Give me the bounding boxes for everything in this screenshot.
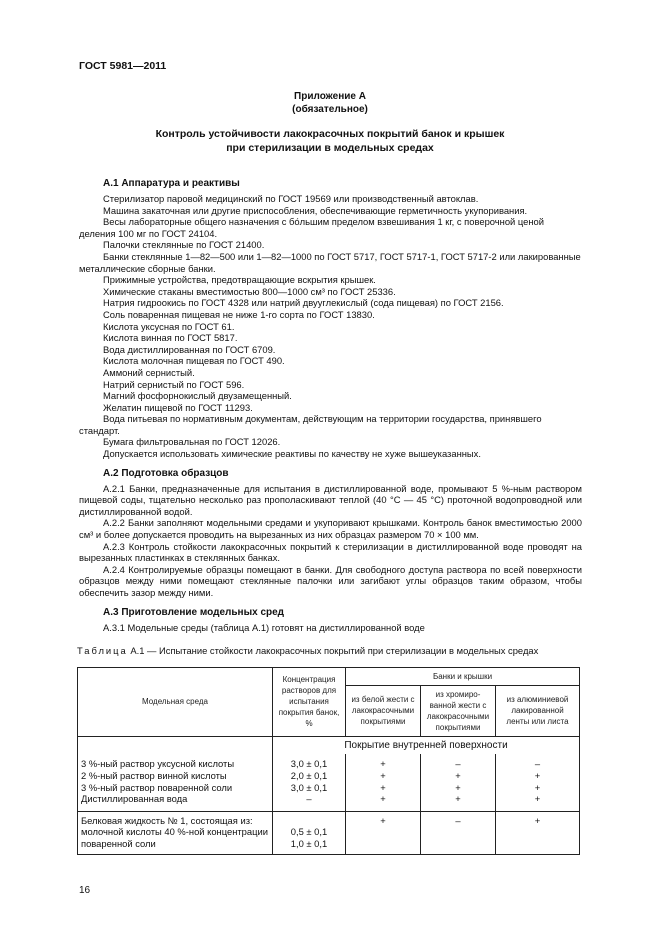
cell-conc: 0,5 ± 0,1 — [290, 826, 328, 838]
rows2-medium — [81, 815, 269, 850]
col-header-concentration: Концентрация растворов для испытания покрытия банок, % — [273, 667, 346, 736]
list-item: Допускается использовать химические реактивы по качеству не хуже вышеуказанных. — [103, 448, 481, 460]
rows2-aluminium: + — [496, 811, 580, 854]
cell-mark: + — [380, 769, 386, 781]
rows1-medium — [81, 758, 269, 804]
cell-conc: – — [306, 793, 312, 805]
rows2-tinplate: + — [346, 811, 421, 854]
table-caption-text: А.1 — Испытание стойкости лакокрасочных покрытий при стерилизации в модельных средах — [130, 645, 539, 657]
list-item: Магний фосфорнокислый двузамещенный. — [103, 390, 292, 402]
section-a2-heading: А.2 Подготовка образцов — [103, 467, 229, 479]
cell-conc — [276, 815, 342, 827]
cell-medium: Дистиллированная вода — [81, 793, 188, 805]
list-item: Кислота винная по ГОСТ 5817. — [103, 332, 238, 344]
list-item: Кислота уксусная по ГОСТ 61. — [103, 320, 235, 332]
cell-mark: + — [380, 793, 386, 805]
list-item: Стерилизатор паровой медицинский по ГОСТ 19569 или производственный автоклав. — [103, 193, 479, 204]
cell-conc: 2,0 ± 0,1 — [290, 769, 328, 781]
cell-mark: + — [455, 793, 461, 805]
cell-medium: Белковая жидкость № 1, состоящая из: — [81, 814, 253, 826]
page-number: 16 — [79, 884, 91, 896]
list-item: Желатин пищевой по ГОСТ 11293. — [103, 401, 253, 413]
cell-medium: 3 %-ный раствор поваренной соли — [81, 781, 233, 793]
list-item: Весы лабораторные общего назначения с бо́льшим пределом взвешивания 1 кг, с поверочной ценой деления 100 мг по ГОСТ 24104. — [79, 216, 545, 239]
table-caption — [77, 645, 582, 657]
standard-header: ГОСТ 5981—2011 — [79, 60, 167, 72]
section-a3-list — [79, 622, 582, 634]
paragraph: А.2.1 Банки, предназначенные для испытания в дистиллированной воде, промывают 5 %-ным раствором пищевой соды, тщательно несколько раз прополаскивают теплой (40 °С — 45 °С) проточной водопроводной или дистиллированной водой. — [79, 482, 582, 517]
cell-mark: + — [380, 781, 386, 793]
section-row: Покрытие внутренней поверхности — [273, 736, 580, 754]
section-a1-heading: А.1 Аппаратура и реактивы — [103, 178, 240, 189]
rows1-tinplate — [349, 758, 417, 804]
col-header-group: Банки и крышки — [346, 667, 580, 685]
list-item: Палочки стеклянные по ГОСТ 21400. — [103, 239, 265, 251]
paragraph: А.2.2 Банки заполняют модельными средами и укупоривают крышками. Контроль банок вместимостью 2000 см³ и более допускается проводить на вырезанных из них образцах размером 70 × 100 мм. — [79, 517, 582, 541]
list-item: Вода дистиллированная по ГОСТ 6709. — [103, 343, 276, 355]
list-item: Прижимные устройства, предотвращающие вскрытия крышек. — [103, 274, 376, 286]
cell-mark: + — [455, 781, 461, 793]
cell-mark: + — [534, 793, 541, 805]
cell-mark: – — [534, 758, 541, 770]
rows1-chrome — [424, 758, 492, 804]
list-item: Соль поваренная пищевая не ниже 1-го сорта по ГОСТ 13830. — [103, 308, 375, 320]
cell-medium: поваренной соли — [81, 837, 156, 849]
rows1-conc — [276, 758, 342, 804]
col-header-medium: Модельная среда — [78, 667, 273, 736]
list-item: Вода питьевая по нормативным документам, действующим на территории государства, принявшего стандарт. — [79, 413, 542, 436]
document-body — [79, 0, 582, 936]
paragraph: А.2.3 Контроль стойкости лакокрасочных покрытий к стерилизации в дистиллированной воде проводят на вырезанных пластинках в стеклянных банках. — [79, 540, 582, 564]
rows2-chrome: – — [421, 811, 496, 854]
cell-conc: 1,0 ± 0,1 — [290, 837, 328, 849]
col-header-tinplate: из белой жести с лакокрасочными покрытиями — [346, 685, 421, 736]
doc-title-line1: Контроль устойчивости лакокрасочных покрытий банок и крышек — [155, 128, 505, 140]
table-caption-label: Таблица — [77, 645, 128, 657]
list-item: Кислота молочная пищевая по ГОСТ 490. — [103, 355, 285, 367]
cell-mark: + — [380, 758, 386, 770]
rows2-conc — [276, 815, 342, 850]
list-item: Натрия гидроокись по ГОСТ 4328 или натрий двууглекислый (сода пищевая) по ГОСТ 2156. — [103, 297, 504, 309]
cell-medium: 2 %-ный раствор винной кислоты — [81, 769, 227, 781]
paragraph: А.2.4 Контролируемые образцы помещают в банки. Для свободного доступа раствора по всей поверхности образцов между ними помещают стеклянные палочки или загибают углы образцов таким образом, чтобы обеспечить зазор между ними. — [79, 563, 582, 598]
col-header-aluminium: из алюминиевой лакированной ленты или листа — [496, 685, 580, 736]
paragraph: А.3.1 Модельные среды (таблица А.1) готовят на дистиллированной воде — [103, 621, 425, 633]
list-item: Химические стаканы вместимостью 800—1000 см³ по ГОСТ 25336. — [103, 285, 396, 297]
table-a1 — [77, 667, 580, 855]
cell-conc: 3,0 ± 0,1 — [290, 758, 328, 770]
cell-medium: 3 %-ный раствор уксусной кислоты — [81, 758, 235, 770]
cell-mark: + — [534, 781, 541, 793]
cell-mark: + — [534, 769, 541, 781]
list-item: Банки стеклянные 1—82—500 или 1—82—1000 по ГОСТ 5717, ГОСТ 5717-1, ГОСТ 5717-2 или лакированные металлические сборные банки. — [79, 250, 581, 274]
col-header-chrome: из хромиро-ванной жести с лакокрасочными покрытиями — [421, 685, 496, 736]
section-a1-list — [79, 193, 582, 460]
cell-mark: – — [455, 758, 461, 770]
list-item: Аммоний сернистый. — [103, 366, 195, 378]
list-item: Машина закаточная или другие приспособления, обеспечивающие герметичность укупоривания. — [103, 204, 528, 216]
appendix-note: (обязательное) — [292, 104, 368, 115]
section-a3-heading: А.3 Приготовление модельных сред — [103, 606, 285, 618]
appendix-title: Приложение А — [294, 91, 366, 102]
list-item: Бумага фильтровальная по ГОСТ 12026. — [103, 436, 281, 448]
section-a2-list — [79, 483, 582, 599]
rows1-aluminium — [499, 758, 576, 804]
cell-medium: молочной кислоты 40 %-ной концентрации — [81, 826, 268, 838]
doc-title-line2: при стерилизации в модельных средах — [226, 142, 434, 154]
cell-mark: + — [455, 769, 461, 781]
cell-conc: 3,0 ± 0,1 — [290, 781, 328, 793]
list-item: Натрий сернистый по ГОСТ 596. — [103, 378, 245, 390]
